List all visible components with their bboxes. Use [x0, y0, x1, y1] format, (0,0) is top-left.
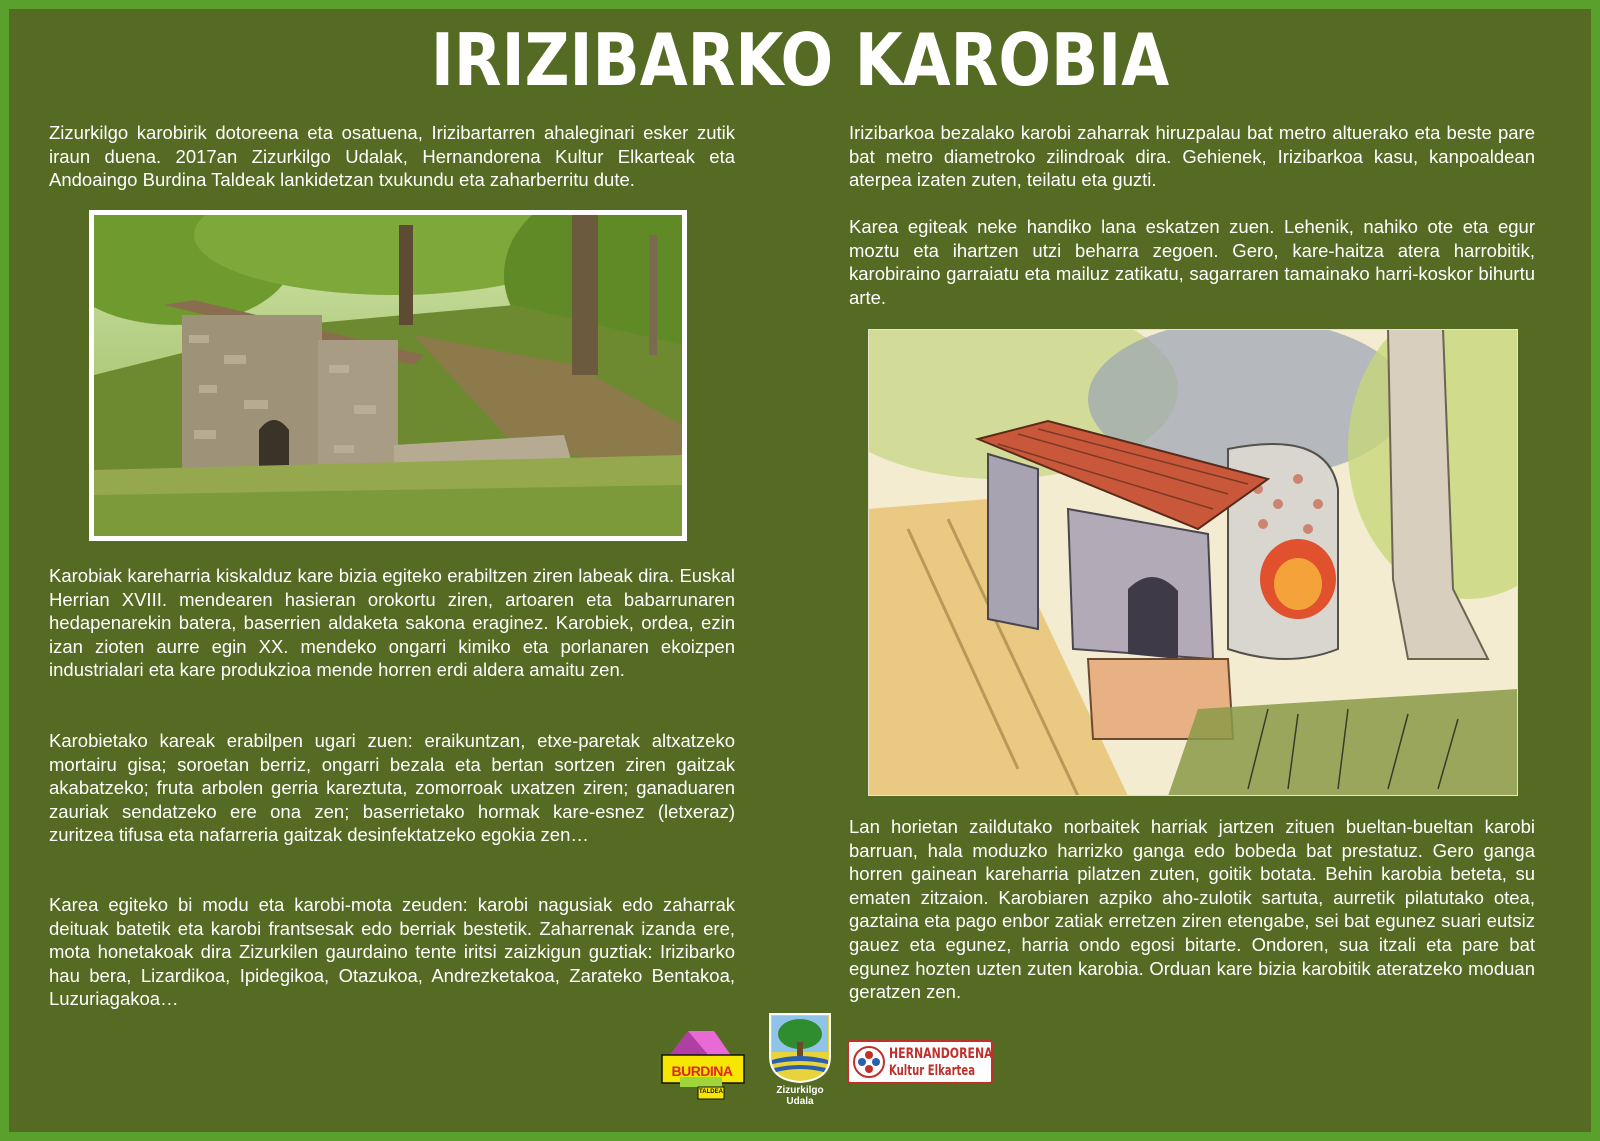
udala-logo-line1: Zizurkilgo — [776, 1085, 824, 1096]
zizurkilgo-udala-logo — [768, 1012, 832, 1112]
burdina-logo-sub: TALDEA — [699, 1089, 723, 1095]
info-panel — [9, 9, 1591, 1132]
kiln-watercolor-illustration — [868, 329, 1518, 796]
paragraph-kiln-dimensions: Irizibarkoa bezalako karobi zaharrak hiruzpalau bat metro altuerako eta beste pare bat metro diametroko zilindroak dira. Gehienek, Irizibarkoa kasu, kanpoaldean aterpea izaten zuten, teilatu eta guzti. — [849, 122, 1535, 191]
intro-paragraph: Zizurkilgo karobirik dotoreena eta osatuena, Irizibartarren ahaleginari esker zutik iraun duena. 2017an Zizurkilgo Udalak, Hernandorena Kultur Elkarteak eta Andoaingo Burdina Taldeak lankidetzan txukundu eta zaharberritu dute. — [49, 122, 735, 191]
hernandorena-logo-line2: Kultur Elkartea — [889, 1063, 976, 1079]
burdina-logo-letters: BURDINA — [671, 1063, 733, 1079]
kiln-photo-image — [94, 215, 682, 536]
paragraph-kiln-types: Karea egiteko bi modu eta karobi-mota zeuden: karobi nagusiak edo zaharrak deituak batetik eta karobi frantsesak edo berriak bestetik. Zaharrenak izanda ere, mota honetakoak dira Zizurkilen gaurdaino tente iritsi zaizkigun guztiak: Irizibarko hau bera, Lizardikoa, Ipidegikoa, Otazukoa, Andrezketakoa, Zarateko Bentakoa, Luzuriagakoa… — [49, 894, 735, 1010]
lime-kiln-photo — [89, 210, 687, 541]
paragraph-kiln-process: Lan horietan zaildutako norbaitek harriak jartzen zituen bueltan-bueltan karobi barruan, hala moduzko harrizko ganga edo bobeda bat prestatuz. Gero ganga horren gainean kareharria pilatzen zuten, goitik botata. Behin karobia beteta, su ematen zitzaion. Karobiaren azpiko aho-zulotik sartuta, aurretik pilatutako otea, gaztaina eta pago enbor zatiak erretzen ziren etengabe, sei bat egunez suari eutsiz gauez eta egunez, harria ondo egosi bitarte. Ondoren, sua itzali eta pare bat egunez hozten uzten zuten karobia. Orduan kare bizia karobitik ateratzeko moduan geratzen zen. — [849, 816, 1535, 1003]
lauburu-icon — [853, 1046, 885, 1078]
burdina-taldea-logo — [654, 1027, 749, 1117]
paragraph-kiln-history: Karobiak kareharria kiskalduz kare bizia egiteko erabiltzen ziren labeak dira. Euskal Herrian XVIII. mendearen hasieran orokortu ziren, artoaren eta babarrunaren hedapenarekin batera, baserrien aldaketa sakona eraginez. Karobiek, ordea, ezin izan zioten aurre egin XX. mendeko ongarri kimiko eta porlanaren ekoizpen industrialari eta kare produkzioa mende horren erdi aldera amaitu zen. — [49, 565, 735, 681]
udala-logo-line2: Udala — [786, 1096, 814, 1107]
paragraph-lime-uses: Karobietako kareak erabilpen ugari zuen: eraikuntzan, etxe-paretak altxatzeko mortairu gisa; soroetan berriz, ongarri bezala eta bertan sortzen ziren gaitzak akabatzeko; fruta arbolen gerria kareztuta, zomorroak uxatzen ziren; ganaduaren zauriak sendatzeko ere ona zen; baserrietako hormak kare-esnez (letxeraz) zuritzea tifusa eta nafarreria gaitzak desinfektatzeko egokia zen… — [49, 730, 735, 846]
hernandorena-logo-line1: HERNANDORENA — [889, 1046, 993, 1062]
page-title: IRIZIBARKO KAROBIA — [430, 18, 1170, 102]
town-shield-icon — [768, 1012, 832, 1084]
hernandorena-logo — [847, 1040, 993, 1084]
paragraph-preparation: Karea egiteak neke handiko lana eskatzen zuen. Lehenik, nahiko ote eta egur moztu eta ihartzen utzi beharra zegoen. Gero, kare-haitza atera harrobitik, karobiraino garraiatu eta mailuz zatikatu, sagarraren tamainako harri-koskor bihurtu arte. — [849, 216, 1535, 308]
